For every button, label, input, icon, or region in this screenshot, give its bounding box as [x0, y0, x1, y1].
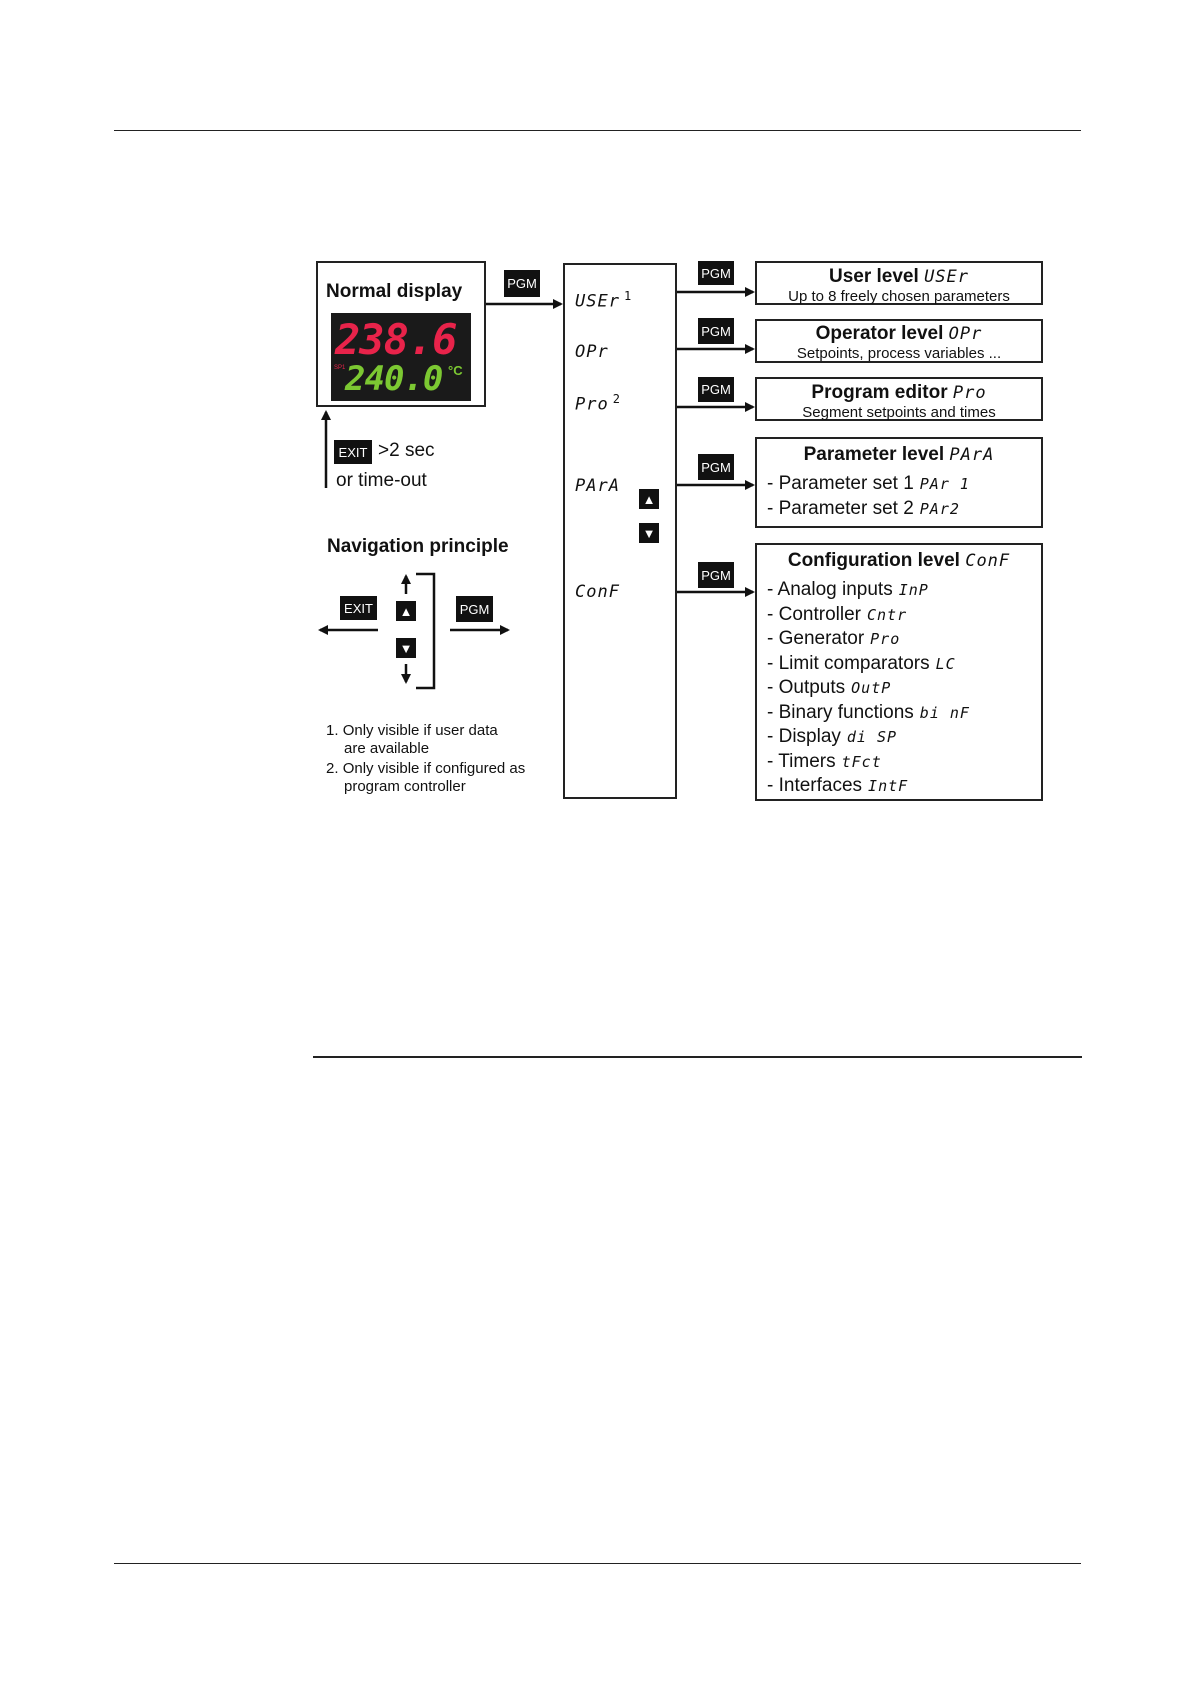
user-level-title: User level USEr — [828, 266, 970, 287]
level-item-parameter: PArA — [575, 476, 620, 496]
pgm-button-program[interactable]: PGM — [698, 377, 734, 402]
configuration-level-items — [767, 578, 1041, 799]
level-item-program: Pro $^2$ — [575, 392, 621, 415]
level-item-config: ConF — [575, 582, 620, 602]
config-item-generator: - Generator Pro — [767, 628, 901, 649]
nav-bracket — [416, 574, 434, 688]
exit-button-display[interactable]: EXIT — [334, 440, 372, 464]
down-triangle-icon: ▼ — [399, 640, 413, 656]
user-level-box — [755, 261, 1043, 305]
up-arrow-key-nav[interactable] — [396, 601, 416, 621]
exit-timeout-note: or time-out — [336, 470, 427, 491]
up-triangle-icon: ▲ — [399, 603, 413, 619]
configuration-level-box — [755, 543, 1043, 801]
parameter-level-box — [755, 437, 1043, 528]
user-level-subtitle: Up to 8 freely chosen parameters — [788, 288, 1010, 305]
configuration-level-title: Configuration level ConF — [787, 550, 1011, 571]
operator-level-title: Operator level OPr — [815, 323, 983, 344]
setpoint-tag: SP1 — [334, 365, 346, 371]
config-item-interfaces: - Interfaces IntF — [767, 775, 909, 796]
footnotes — [326, 722, 525, 796]
parameter-set-1: - Parameter set 1 PAr 1 — [767, 473, 970, 494]
normal-display-title: Normal display — [326, 281, 463, 302]
config-item-display: - Display di SP — [767, 726, 898, 747]
footnote-2: 2. Only visible if configured as program controller — [326, 760, 526, 795]
config-item-analog-inputs: - Analog inputs InP — [767, 579, 929, 600]
exit-duration-note: >2 sec — [378, 440, 435, 461]
process-value-readout: 238.6 — [335, 315, 457, 364]
unit-label: °C — [448, 363, 463, 378]
parameter-level-title: Parameter level PArA — [803, 444, 995, 465]
program-editor-title: Program editor Pro — [811, 382, 987, 403]
down-arrow-key-nav[interactable] — [396, 638, 416, 658]
config-item-outputs: - Outputs OutP — [767, 677, 892, 698]
up-triangle-icon: ▲ — [642, 491, 656, 507]
pgm-button-nav[interactable]: PGM — [456, 596, 493, 622]
down-triangle-icon: ▼ — [642, 525, 656, 541]
level-item-user: USEr $^1$ — [575, 289, 633, 312]
level-list-panel — [563, 263, 677, 799]
parameter-set-2: - Parameter set 2 PAr2 — [767, 497, 960, 519]
navigation-principle-title: Navigation principle — [327, 536, 509, 557]
config-item-binary-functions: - Binary functions bi nF — [767, 701, 970, 723]
config-item-limit-comparators: - Limit comparators LC — [767, 652, 956, 674]
pgm-button-parameter[interactable]: PGM — [698, 454, 734, 480]
config-item-controller: - Controller Cntr — [767, 603, 908, 625]
program-editor-box — [755, 377, 1043, 421]
down-arrow-key[interactable] — [639, 523, 659, 543]
pgm-button-user[interactable]: PGM — [698, 261, 734, 285]
setpoint-value-readout: 240.0 — [345, 359, 443, 399]
pgm-button-display[interactable]: PGM — [504, 270, 540, 297]
parameter-level-items — [767, 472, 1041, 521]
normal-display-panel — [316, 261, 486, 407]
config-item-timers: - Timers tFct — [767, 750, 882, 772]
operator-level-subtitle: Setpoints, process variables ... — [796, 345, 1002, 362]
program-editor-subtitle: Segment setpoints and times — [802, 404, 996, 421]
footnote-1: 1. Only visible if user data are available — [326, 722, 498, 757]
operator-level-box — [755, 319, 1043, 363]
up-arrow-key[interactable] — [639, 489, 659, 509]
pgm-button-operator[interactable]: PGM — [698, 318, 734, 344]
exit-button-nav[interactable]: EXIT — [340, 596, 377, 620]
lcd-screen — [331, 313, 471, 401]
level-item-operator: OPr — [575, 342, 609, 362]
pgm-button-config[interactable]: PGM — [698, 562, 734, 588]
